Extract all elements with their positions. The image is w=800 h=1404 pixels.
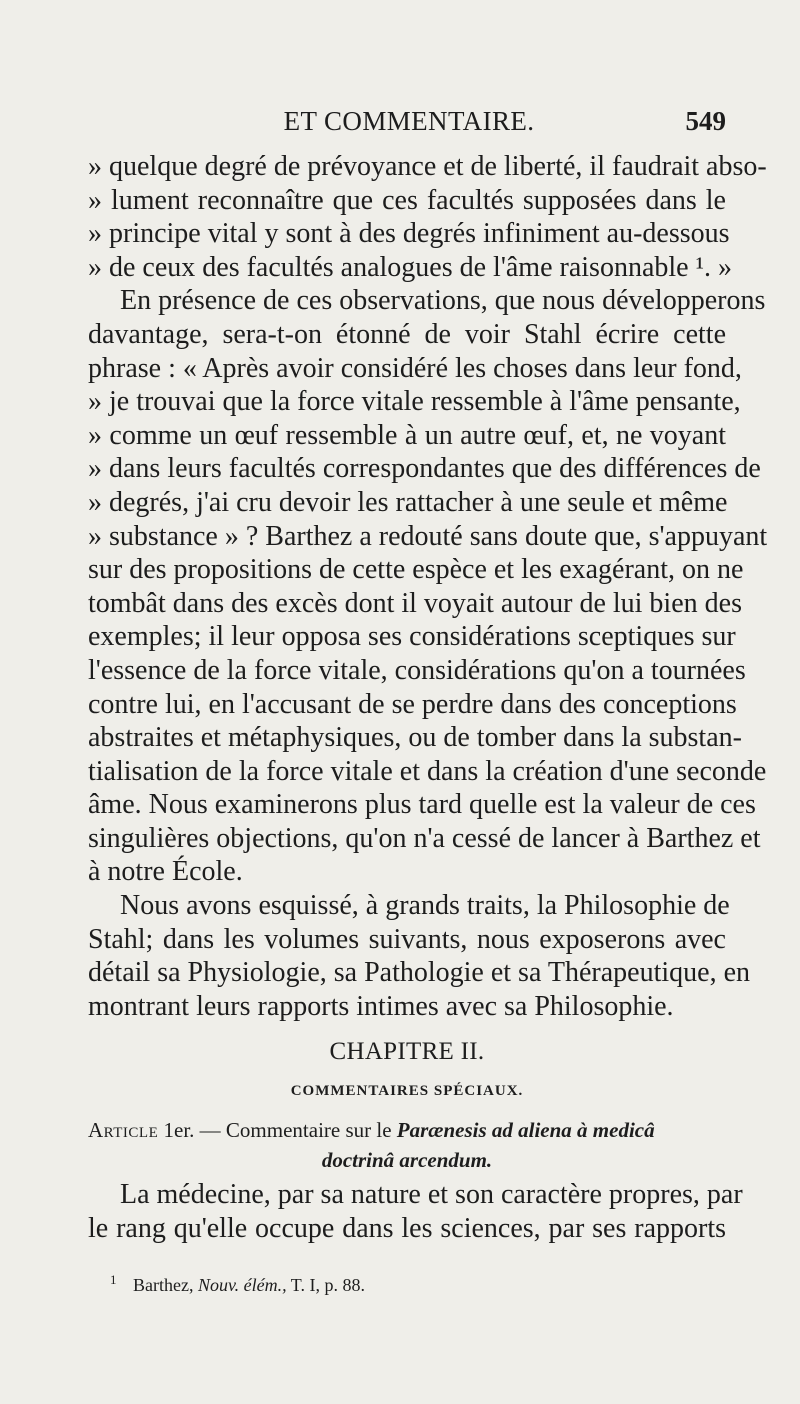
text-line: singulières objections, qu'on n'a cessé de lancer à Barthez et [88,822,761,854]
text-line: contre lui, en l'accusant de se perdre dans des conceptions [88,688,737,720]
text-line: davantage, sera-t-on étonné de voir Stahl écrire cette [88,318,726,350]
article-heading-line [88,1115,726,1145]
following-text [88,1178,743,1245]
article-lead: Commentaire sur le [225,1118,392,1142]
main-text [88,150,768,1023]
text-line: » principe vital y sont à des degrés infiniment au-dessous [88,218,730,250]
text-line: montrant leurs rapports intimes avec sa Philosophie. [88,990,674,1022]
article-title-part2: doctrinâ arcendum. [321,1148,493,1172]
text-line: âme. Nous examinerons plus tard quelle est la valeur de ces [88,789,756,821]
text-line: La médecine, par sa nature et son caractère propres, par [120,1179,743,1210]
article-heading [88,1115,726,1175]
text-line: » comme un œuf ressemble à un autre œuf, et, ne voyant [88,419,726,451]
text-line: le rang qu'elle occupe dans les sciences, par ses rapports [88,1212,726,1244]
text-line: Stahl; dans les volumes suivants, nous exposerons avec [88,923,726,955]
text-line: tialisation de la force vitale et dans la création d'une seconde [88,755,767,787]
text-line: » de ceux des facultés analogues de l'âme raisonnable ¹. » [88,251,732,283]
footnote [110,1272,365,1296]
text-line: » quelque degré de prévoyance et de liberté, il faudrait abso- [88,151,767,182]
text-line: En présence de ces observations, que nous développerons [120,285,766,317]
text-line: phrase : « Après avoir considéré les choses dans leur fond, [88,352,742,384]
text-line: » substance » ? Barthez a redouté sans doute que, s'appuyant [88,520,768,552]
text-line: sur des propositions de cette espèce et les exagérant, on ne [88,554,744,586]
text-line: détail sa Physiologie, sa Pathologie et sa Thérapeutique, en [88,957,750,989]
text-line: à notre École. [88,856,243,888]
footnote-ref: T. I, p. 88. [290,1275,365,1295]
text-line: l'essence de la force vitale, considérations qu'on a tournées [88,654,746,686]
running-title: ET COMMENTAIRE. [283,106,535,136]
text-line: Nous avons esquissé, à grands traits, la Philosophie de [120,890,730,922]
page-header [92,106,726,146]
text-line: tombât dans des excès dont il voyait autour de lui bien des [88,587,742,619]
text-line: exemples; il leur opposa ses considérations sceptiques sur [88,621,736,653]
text-line: » degrés, j'ai cru devoir les rattacher à une seule et même [88,486,728,518]
article-label: Article [88,1118,159,1142]
article-dash: — [199,1118,221,1142]
text-line: » je trouvai que la force vitale ressemble à l'âme pensante, [88,386,741,418]
text-line: » dans leurs facultés correspondantes que des différences de [88,453,761,485]
text-line: abstraites et métaphysiques, ou de tomber dans la substan- [88,722,742,754]
chapter-subtitle: COMMENTAIRES SPÉCIAUX. [290,1083,524,1099]
footnote-work: Nouv. élém., [197,1275,287,1295]
text-line: » lument reconnaître que ces facultés supposées dans le [88,184,726,216]
footnote-author: Barthez, [133,1275,194,1295]
chapter-title: CHAPITRE II. [329,1038,485,1065]
article-number: 1er. [163,1118,195,1142]
footnote-mark: 1 [110,1272,117,1287]
article-title-part1: Parænesis ad aliena à medicâ [396,1118,655,1142]
page-number: 549 [685,106,726,136]
